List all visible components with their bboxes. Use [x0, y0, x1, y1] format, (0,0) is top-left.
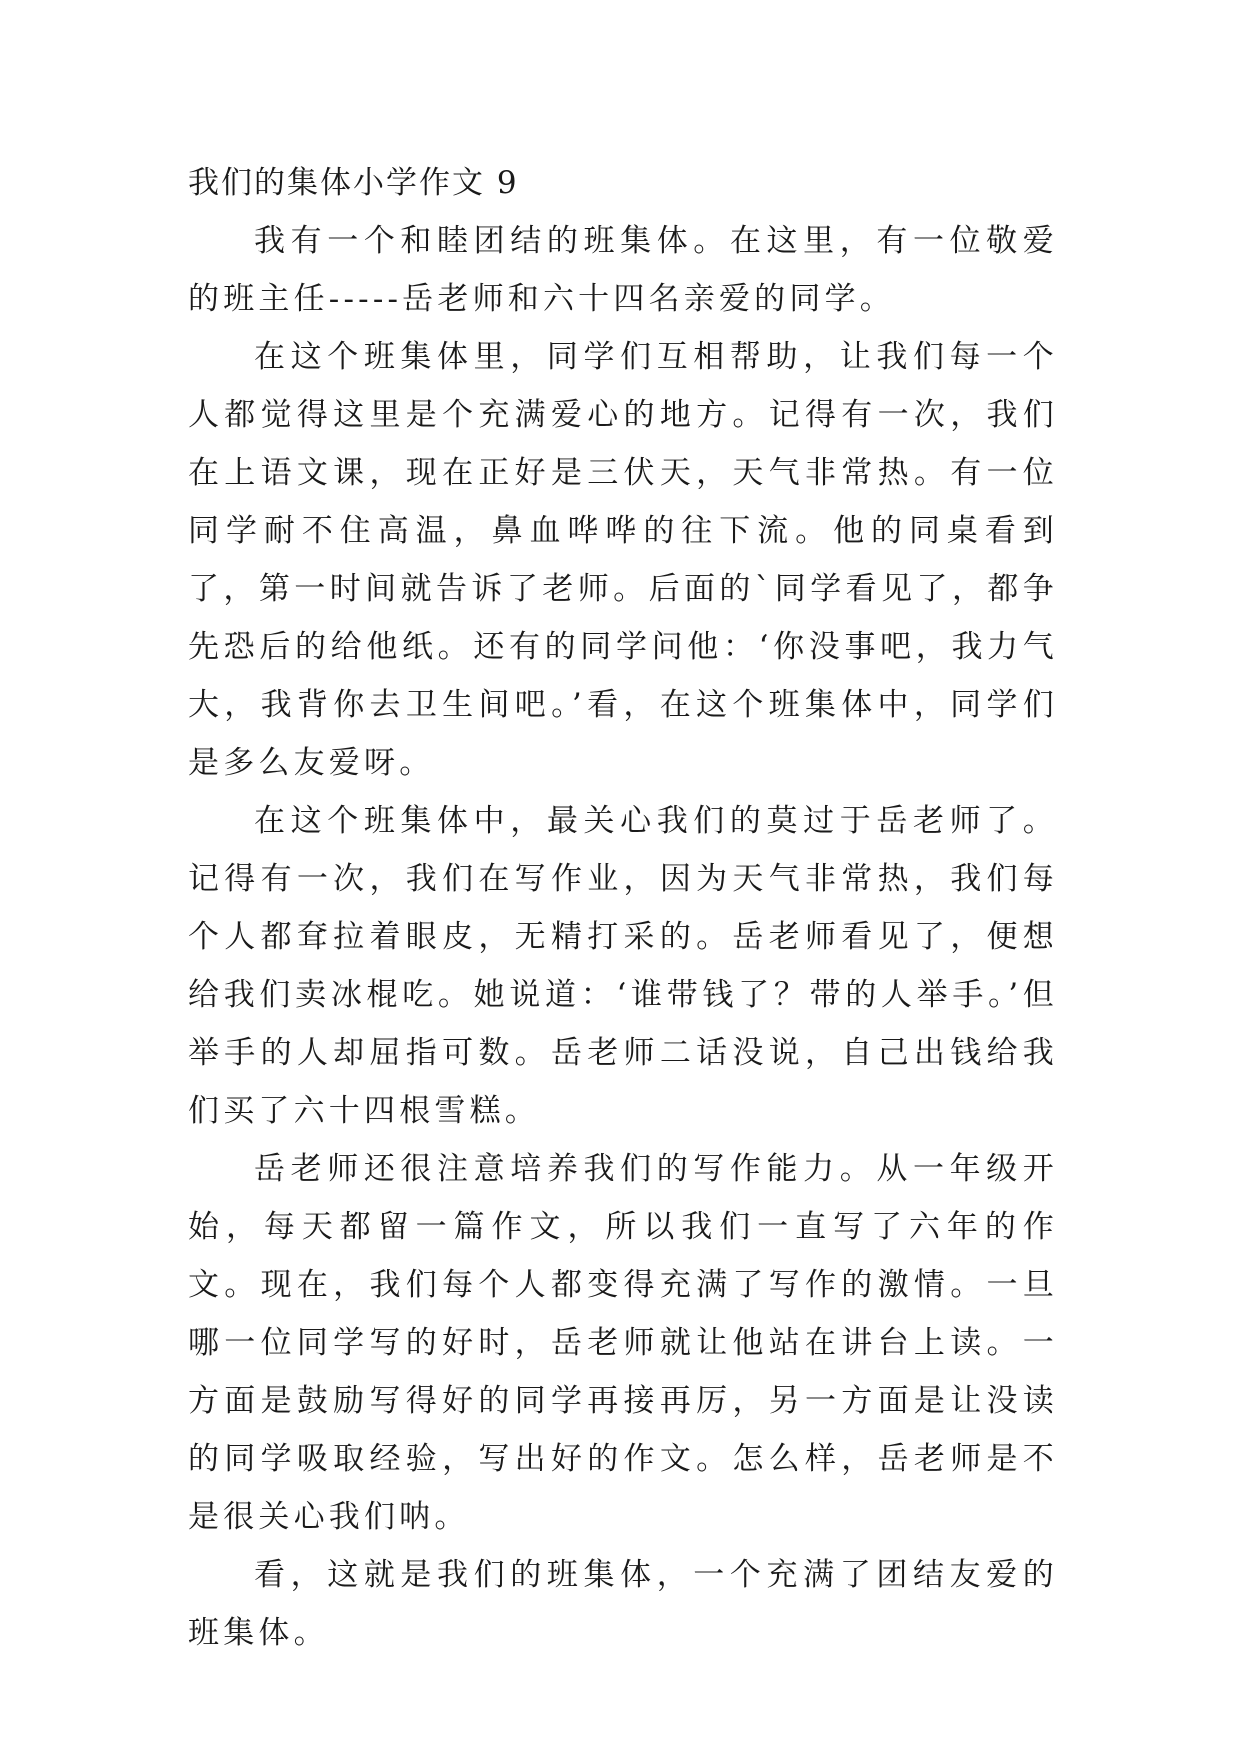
document-body [188, 154, 1058, 1662]
paragraph-3: 在这个班集体中，最关心我们的莫过于岳老师了。记得有一次，我们在写作业，因为天气非常热，我们每个人都耷拉着眼皮，无精打采的。岳老师看见了，便想给我们卖冰棍吃。她说道：‘谁带钱了？带的人举手。’但举手的人却屈指可数。岳老师二话没说，自己出钱给我们买了六十四根雪糕。 [188, 803, 1058, 1129]
paragraph-2: 在这个班集体里，同学们互相帮助，让我们每一个人都觉得这里是个充满爱心的地方。记得有一次，我们在上语文课，现在正好是三伏天，天气非常热。有一位同学耐不住高温，鼻血哗哗的往下流。他的同桌看到了，第一时间就告诉了老师。后面的`同学看见了，都争先恐后的给他纸。还有的同学问他：‘你没事吧，我力气大，我背你去卫生间吧。’看，在这个班集体中，同学们是多么友爱呀。 [188, 339, 1058, 781]
paragraph-5: 看，这就是我们的班集体，一个充满了团结友爱的班集体。 [188, 1557, 1058, 1651]
paragraph-1: 我有一个和睦团结的班集体。在这里，有一位敬爱的班主任-----岳老师和六十四名亲爱的同学。 [188, 223, 1058, 317]
document-title: 我们的集体小学作文 9 [188, 165, 519, 201]
paragraph-4: 岳老师还很注意培养我们的写作能力。从一年级开始，每天都留一篇作文，所以我们一直写了六年的作文。现在，我们每个人都变得充满了写作的激情。一旦哪一位同学写的好时，岳老师就让他站在讲台上读。一方面是鼓励写得好的同学再接再厉，另一方面是让没读的同学吸取经验，写出好的作文。怎么样，岳老师是不是很关心我们呐。 [188, 1151, 1058, 1535]
